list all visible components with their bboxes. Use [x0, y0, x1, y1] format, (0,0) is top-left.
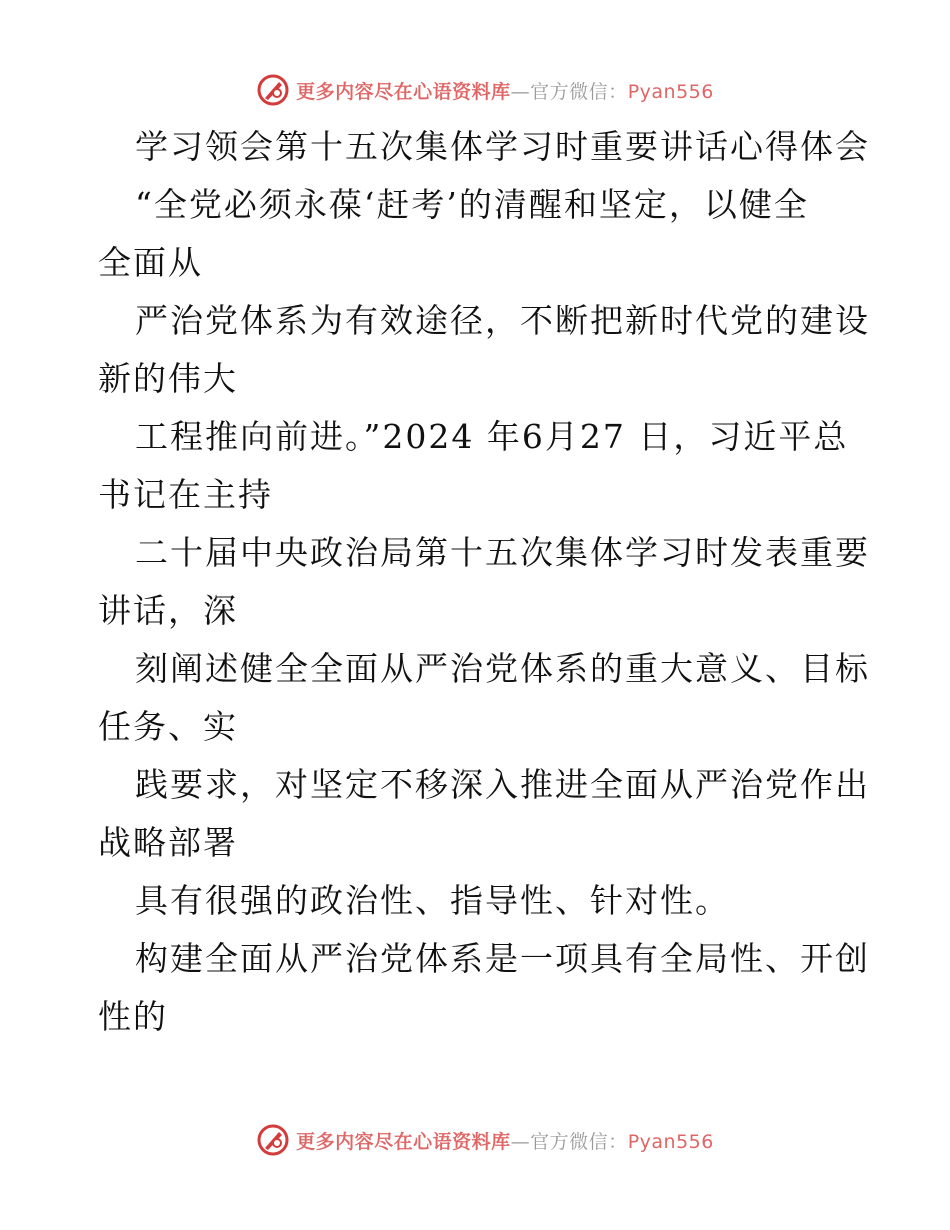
text-line: 战略部署	[98, 823, 238, 862]
text-line: 具有很强的政治性、指导性、针对性。	[135, 881, 730, 920]
watermark-text	[296, 77, 714, 104]
watermark-group	[236, 1123, 714, 1157]
text-line: 新的伟大	[98, 359, 238, 398]
text-line: 践要求，对坚定不移深入推进全面从严治党作出	[135, 765, 870, 804]
header-watermark	[0, 72, 950, 108]
text-line: 性的	[98, 997, 168, 1036]
pen-logo-icon	[256, 1123, 290, 1157]
text-line: 讲话，深	[98, 591, 238, 630]
text-line: 严治党体系为有效途径，不断把新时代党的建设	[135, 301, 870, 340]
footer-watermark	[0, 1122, 950, 1158]
text-line: 工程推向前进。”2024 年6月27 日，习近平总	[135, 417, 849, 456]
watermark-text-grey: —官方微信：	[510, 1130, 628, 1153]
text-line: 学习领会第十五次集体学习时重要讲话心得体会	[135, 127, 870, 166]
watermark-text	[296, 1127, 714, 1154]
document-body	[98, 118, 870, 1046]
text-line: 任务、实	[98, 707, 238, 746]
watermark-text-grey: —官方微信：	[510, 80, 628, 103]
watermark-text-red: 更多内容尽在心语资料库	[296, 80, 511, 103]
text-line: 刻阐述健全全面从严治党体系的重大意义、目标	[135, 649, 870, 688]
text-line: “全党必须永葆‘赶考’的清醒和坚定，以健全	[135, 185, 809, 224]
text-line: 书记在主持	[98, 475, 273, 514]
text-line: 构建全面从严治党体系是一项具有全局性、开创	[135, 939, 870, 978]
watermark-text-red: 更多内容尽在心语资料库	[296, 1130, 511, 1153]
text-line: 全面从	[98, 243, 203, 282]
watermark-group	[236, 73, 714, 107]
watermark-wechat-id: Pyan556	[627, 1130, 714, 1153]
pen-logo-icon	[256, 73, 290, 107]
text-line: 二十届中央政治局第十五次集体学习时发表重要	[135, 533, 870, 572]
watermark-wechat-id: Pyan556	[627, 80, 714, 103]
